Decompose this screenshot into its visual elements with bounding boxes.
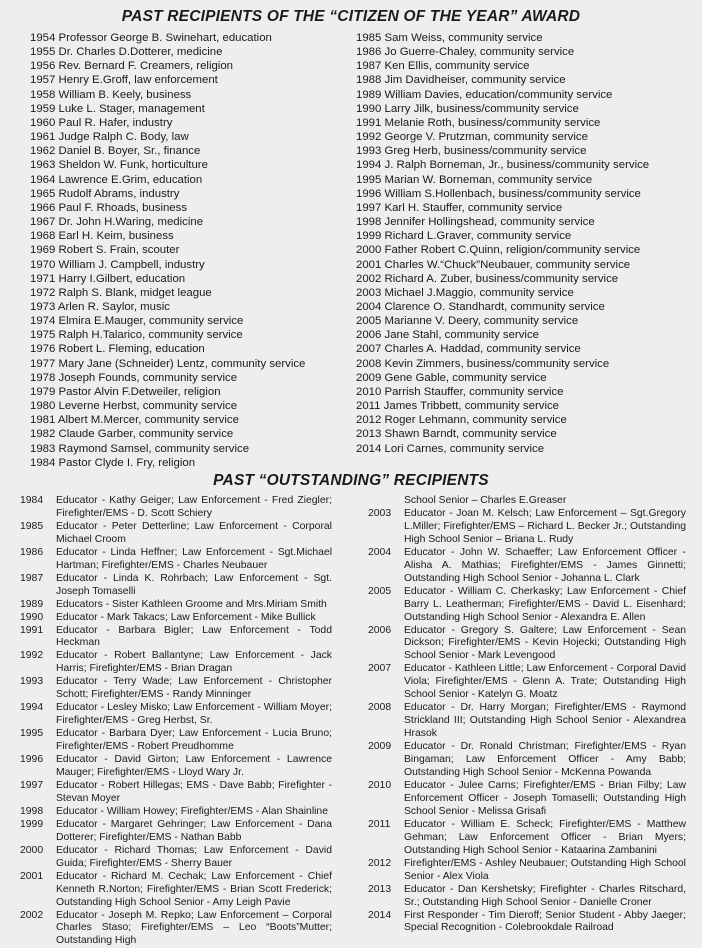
- citizen-entry: 1980 Leverne Herbst, community service: [30, 399, 305, 413]
- outstanding-entry: [20, 547, 332, 573]
- entry-text: Educator - Barbara Dyer; Law Enforcement - Lucia Bruno; Firefighter/EMS - Robert Preudhomme: [56, 728, 332, 754]
- outstanding-entry: [20, 754, 332, 780]
- entry-text: Educator - Lesley Misko; Law Enforcement - William Moyer; Firefighter/EMS - Greg Herbst, Sr.: [56, 702, 332, 728]
- outstanding-entry: [20, 702, 332, 728]
- outstanding-list-right: [368, 495, 686, 935]
- outstanding-entry: [20, 599, 332, 612]
- entry-year: 2003: [368, 508, 404, 547]
- entry-year: 2012: [368, 858, 404, 884]
- outstanding-entry: [368, 547, 686, 586]
- citizen-entry: 1979 Pastor Alvin F.Detweiler, religion: [30, 385, 305, 399]
- entry-text: Educators - Sister Kathleen Groome and Mrs.Miriam Smith: [56, 599, 332, 612]
- citizen-entry: 1975 Ralph H.Talarico, community service: [30, 328, 305, 342]
- entry-year: 2006: [368, 625, 404, 664]
- outstanding-entry: [368, 741, 686, 780]
- entry-text: Educator - John W. Schaeffer; Law Enforcement Officer - Alisha A. Mathias; Firefighter/EMS - James Ginnetti; Outstanding High School Senior - Johanna L. Clark: [404, 547, 686, 586]
- entry-text: School Senior – Charles E.Greaser: [404, 495, 686, 508]
- entry-text: Educator - Gregory S. Galtere; Law Enforcement - Sean Dickson; Firefighter/EMS - Kevin Hojecki; Outstanding High School Senior - Mark Levengood: [404, 625, 686, 664]
- entry-text: Educator - Linda K. Rohrbach; Law Enforcement - Sgt. Joseph Tomaselli: [56, 573, 332, 599]
- citizen-entry: 2005 Marianne V. Deery, community service: [356, 314, 649, 328]
- entry-year: 1996: [20, 754, 56, 780]
- entry-text: Educator - Joseph M. Repko; Law Enforcement – Corporal Charles Staso; Firefighter/EMS – Leo “Boots”Mutter; Outstanding High: [56, 910, 332, 948]
- citizen-entry: 1973 Arlen R. Saylor, music: [30, 300, 305, 314]
- citizen-entry: 1972 Ralph S. Blank, midget league: [30, 286, 305, 300]
- entry-text: Educator - Joan M. Kelsch; Law Enforcement – Sgt.Gregory L.Miller; Firefighter/EMS – Richard L. Becker Jr.; Outstanding High School Senior – Briana L. Rudy: [404, 508, 686, 547]
- entry-text: Educator - Robert Ballantyne; Law Enforcement - Jack Harris; Firefighter/EMS - Brian Dragan: [56, 650, 332, 676]
- entry-text: Educator - Dr. Ronald Christman; Firefighter/EMS - Ryan Bingaman; Law Enforcement Officer - Amy Babb; Outstanding High School Senior - McKenna Powanda: [404, 741, 686, 780]
- citizen-entry: 2010 Parrish Stauffer, community service: [356, 385, 649, 399]
- entry-year: 2013: [368, 884, 404, 910]
- outstanding-entry: [20, 780, 332, 806]
- citizen-entry: 1958 William B. Keely, business: [30, 88, 305, 102]
- outstanding-entry: [368, 780, 686, 819]
- outstanding-entry: [20, 910, 332, 948]
- entry-year: 2011: [368, 819, 404, 858]
- entry-text: Educator - Richard Thomas; Law Enforcement - David Guida; Firefighter/EMS - Sherry Bauer: [56, 845, 332, 871]
- entry-year: 2009: [368, 741, 404, 780]
- entry-year: 1999: [20, 819, 56, 845]
- citizen-entry: 2004 Clarence O. Standhardt, community service: [356, 300, 649, 314]
- entry-text: Educator - Dr. Harry Morgan; Firefighter/EMS - Raymond Strickland III; Outstanding High School Senior - Alexandrea Hrasok: [404, 702, 686, 741]
- citizen-entry: 1982 Claude Garber, community service: [30, 427, 305, 441]
- outstanding-list-left: [20, 495, 332, 948]
- outstanding-entry: [368, 702, 686, 741]
- entry-year: 2005: [368, 586, 404, 625]
- outstanding-entry: [20, 650, 332, 676]
- outstanding-entry: [20, 521, 332, 547]
- entry-text: Educator - William E. Scheck; Firefighter/EMS - Matthew Gehman; Law Enforcement Officer - Brian Myers; Outstanding High School Senior - Kataarina Zambanini: [404, 819, 686, 858]
- entry-text: Educator - Kathy Geiger; Law Enforcement - Fred Ziegler; Firefighter/EMS - D. Scott Schiery: [56, 495, 332, 521]
- citizen-entry: 2001 Charles W.“Chuck”Neubauer, community service: [356, 258, 649, 272]
- citizen-entry: 1963 Sheldon W. Funk, horticulture: [30, 158, 305, 172]
- citizen-entry: 2011 James Tribbett, community service: [356, 399, 649, 413]
- citizen-entry: 2013 Shawn Barndt, community service: [356, 427, 649, 441]
- citizen-entry: 2000 Father Robert C.Quinn, religion/community service: [356, 243, 649, 257]
- outstanding-entry: [368, 858, 686, 884]
- entry-year: 1990: [20, 612, 56, 625]
- citizen-entry: 1998 Jennifer Hollingshead, community service: [356, 215, 649, 229]
- citizen-entry: 1986 Jo Guerre-Chaley, community service: [356, 45, 649, 59]
- entry-text: Educator - David Girton; Law Enforcement - Lawrence Mauger; Firefighter/EMS - Lloyd Wary Jr.: [56, 754, 332, 780]
- citizen-entry: 1967 Dr. John H.Waring, medicine: [30, 215, 305, 229]
- citizen-entry: 1968 Earl H. Keim, business: [30, 229, 305, 243]
- entry-text: Firefighter/EMS - Ashley Neubauer; Outstanding High School Senior - Alex Viola: [404, 858, 686, 884]
- outstanding-entry: [368, 884, 686, 910]
- entry-year: 1986: [20, 547, 56, 573]
- citizen-entry: 1969 Robert S. Frain, scouter: [30, 243, 305, 257]
- entry-year: 2001: [20, 871, 56, 910]
- citizen-entry: 1985 Sam Weiss, community service: [356, 31, 649, 45]
- entry-text: Educator - Julee Carns; Firefighter/EMS - Brian Filby; Law Enforcement Officer - Joseph Tomaselli; Outstanding High School Senior - Melissa Grisafi: [404, 780, 686, 819]
- citizen-entry: 1970 William J. Campbell, industry: [30, 258, 305, 272]
- entry-year: 1984: [20, 495, 56, 521]
- citizen-entry: 1981 Albert M.Mercer, community service: [30, 413, 305, 427]
- outstanding-entry: [20, 806, 332, 819]
- outstanding-entry: [20, 676, 332, 702]
- citizen-list-right: [356, 31, 649, 456]
- entry-year: 2008: [368, 702, 404, 741]
- entry-year: 1994: [20, 702, 56, 728]
- outstanding-entry: [20, 625, 332, 651]
- entry-year: 1998: [20, 806, 56, 819]
- outstanding-entry: [368, 819, 686, 858]
- outstanding-entry: [20, 819, 332, 845]
- entry-year: 1989: [20, 599, 56, 612]
- citizen-entry: 1956 Rev. Bernard F. Creamers, religion: [30, 59, 305, 73]
- outstanding-entry: [368, 495, 686, 508]
- outstanding-entry: [20, 612, 332, 625]
- entry-text: Educator - Robert Hillegas; EMS - Dave Babb; Firefighter - Stevan Moyer: [56, 780, 332, 806]
- entry-year: 2002: [20, 910, 56, 948]
- citizen-entry: 1955 Dr. Charles D.Dotterer, medicine: [30, 45, 305, 59]
- entry-year: 2000: [20, 845, 56, 871]
- entry-year: 1997: [20, 780, 56, 806]
- entry-year: 2004: [368, 547, 404, 586]
- outstanding-entry: [368, 586, 686, 625]
- outstanding-entry: [20, 495, 332, 521]
- citizen-entry: 2007 Charles A. Haddad, community service: [356, 342, 649, 356]
- entry-text: Educator - Peter Detterline; Law Enforcement - Corporal Michael Croom: [56, 521, 332, 547]
- citizen-entry: 1996 William S.Hollenbach, business/community service: [356, 187, 649, 201]
- citizen-entry: 1988 Jim Davidheiser, community service: [356, 73, 649, 87]
- entry-text: Educator - Linda Heffner; Law Enforcement - Sgt.Michael Hartman; Firefighter/EMS - Charles Neubauer: [56, 547, 332, 573]
- citizen-entry: 1960 Paul R. Hafer, industry: [30, 116, 305, 130]
- citizen-entry: 1994 J. Ralph Borneman, Jr., business/community service: [356, 158, 649, 172]
- citizen-entry: 1987 Ken Ellis, community service: [356, 59, 649, 73]
- outstanding-entry: [368, 910, 686, 936]
- citizen-list-left: [30, 31, 305, 470]
- outstanding-entry: [368, 625, 686, 664]
- entry-text: Educator - Mark Takacs; Law Enforcement - Mike Bullick: [56, 612, 332, 625]
- citizen-entry: 2002 Richard A. Zuber, business/community service: [356, 272, 649, 286]
- entry-year: 2014: [368, 910, 404, 936]
- citizen-entry: 1961 Judge Ralph C. Body, law: [30, 130, 305, 144]
- entry-year: 1993: [20, 676, 56, 702]
- citizen-entry: 1962 Daniel B. Boyer, Sr., finance: [30, 144, 305, 158]
- outstanding-entry: [368, 508, 686, 547]
- citizen-entry: 2003 Michael J.Maggio, community service: [356, 286, 649, 300]
- entry-year: 1987: [20, 573, 56, 599]
- citizen-entry: 1971 Harry I.Gilbert, education: [30, 272, 305, 286]
- citizen-entry: 1959 Luke L. Stager, management: [30, 102, 305, 116]
- citizen-entry: 2009 Gene Gable, community service: [356, 371, 649, 385]
- citizen-entry: 1976 Robert L. Fleming, education: [30, 342, 305, 356]
- entry-text: Educator - William Howey; Firefighter/EMS - Alan Shainline: [56, 806, 332, 819]
- citizen-entry: 1991 Melanie Roth, business/community service: [356, 116, 649, 130]
- citizen-entry: 1966 Paul F. Rhoads, business: [30, 201, 305, 215]
- citizen-entry: 1989 William Davies, education/community service: [356, 88, 649, 102]
- outstanding-entry: [20, 845, 332, 871]
- citizen-entry: 1997 Karl H. Stauffer, community service: [356, 201, 649, 215]
- entry-year: [368, 495, 404, 508]
- citizen-entry: 1964 Lawrence E.Grim, education: [30, 173, 305, 187]
- entry-year: 1985: [20, 521, 56, 547]
- citizen-entry: 1965 Rudolf Abrams, industry: [30, 187, 305, 201]
- citizen-entry: 2006 Jane Stahl, community service: [356, 328, 649, 342]
- outstanding-entry: [20, 728, 332, 754]
- entry-text: Educator - Kathleen Little; Law Enforcement - Corporal David Viola; Firefighter/EMS - Glenn A. Trate; Outstanding High School Senior - Katelyn G. Moatz: [404, 663, 686, 702]
- citizen-entry: 1954 Professor George B. Swinehart, education: [30, 31, 305, 45]
- entry-text: Educator - Barbara Bigler; Law Enforcement - Todd Heckman: [56, 625, 332, 651]
- entry-text: First Responder - Tim Dieroff; Senior Student - Abby Jaeger; Special Recognition - Colebrookdale Railroad: [404, 910, 686, 936]
- citizen-entry: 1983 Raymond Samsel, community service: [30, 442, 305, 456]
- citizen-of-year-title: PAST RECIPIENTS OF THE “CITIZEN OF THE YEAR” AWARD: [0, 8, 702, 26]
- citizen-entry: 1990 Larry Jilk, business/community service: [356, 102, 649, 116]
- citizen-entry: 1974 Elmira E.Mauger, community service: [30, 314, 305, 328]
- entry-year: 1991: [20, 625, 56, 651]
- entry-year: 1992: [20, 650, 56, 676]
- outstanding-entry: [20, 871, 332, 910]
- citizen-entry: 1993 Greg Herb, business/community service: [356, 144, 649, 158]
- outstanding-entry: [20, 573, 332, 599]
- entry-text: Educator - William C. Cherkasky; Law Enforcement - Chief Barry L. Leatherman; Firefighter/EMS - David L. Eisenhard; Outstanding High School Senior - Alexandra E. Allen: [404, 586, 686, 625]
- citizen-entry: 2008 Kevin Zimmers, business/community service: [356, 357, 649, 371]
- citizen-entry: 1995 Marian W. Borneman, community service: [356, 173, 649, 187]
- citizen-entry: 1977 Mary Jane (Schneider) Lentz, community service: [30, 357, 305, 371]
- outstanding-entry: [368, 663, 686, 702]
- citizen-entry: 2012 Roger Lehmann, community service: [356, 413, 649, 427]
- citizen-entry: 1984 Pastor Clyde I. Fry, religion: [30, 456, 305, 470]
- outstanding-title: PAST “OUTSTANDING” RECIPIENTS: [0, 472, 702, 490]
- citizen-entry: 1978 Joseph Founds, community service: [30, 371, 305, 385]
- citizen-entry: 1999 Richard L.Graver, community service: [356, 229, 649, 243]
- entry-year: 1995: [20, 728, 56, 754]
- citizen-entry: 2014 Lori Carnes, community service: [356, 442, 649, 456]
- entry-text: Educator - Dan Kershetsky; Firefighter - Charles Ritschard, Sr.; Outstanding High School Senior - Danielle Croner: [404, 884, 686, 910]
- citizen-entry: 1957 Henry E.Groff, law enforcement: [30, 73, 305, 87]
- entry-year: 2010: [368, 780, 404, 819]
- entry-text: Educator - Terry Wade; Law Enforcement - Christopher Schott; Firefighter/EMS - Randy Minninger: [56, 676, 332, 702]
- entry-year: 2007: [368, 663, 404, 702]
- citizen-entry: 1992 George V. Prutzman, community service: [356, 130, 649, 144]
- entry-text: Educator - Margaret Gehringer; Law Enforcement - Dana Dotterer; Firefighter/EMS - Nathan Babb: [56, 819, 332, 845]
- entry-text: Educator - Richard M. Cechak; Law Enforcement - Chief Kenneth R.Norton; Firefighter/EMS - Brian Scott Frederick; Outstanding High School Senior - Amy Leigh Pavie: [56, 871, 332, 910]
